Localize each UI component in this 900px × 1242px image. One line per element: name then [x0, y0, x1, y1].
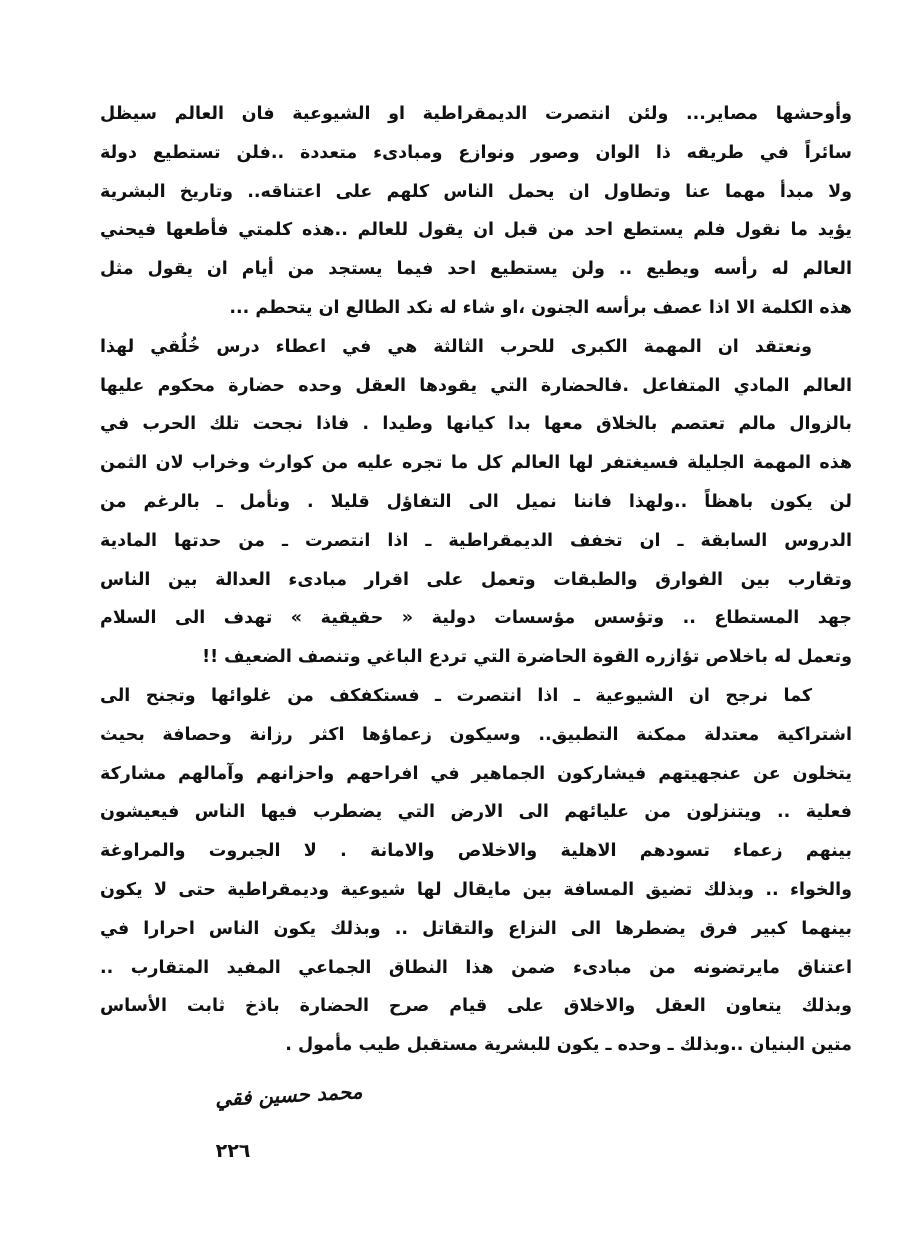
text-line: فعلية .. ويتنزلون من عليائهم الى الارض التي يضطرب فيها الناس فيعيشون — [100, 802, 852, 823]
author-signature: محمد حسين فقي — [214, 1079, 363, 1111]
text-line: سائراً في طريقه ذا الوان وصور ونوازع ومبادىء متعددة ..فلن تستطيع دولة — [100, 142, 852, 163]
text-line: كما نرجح ان الشيوعية ـ اذا انتصرت ـ فستكفكف من غلوائها وتجنح الى — [100, 685, 812, 706]
text-line: هذه الكلمة الا اذا عصف برأسه الجنون ،او شاء له نكد الطالع ان يتحطم ... — [229, 297, 852, 318]
text-line: بالزوال مالم تعتصم بالخلاق معها بدا كيانها وطيدا . فاذا نجحت تلك الحرب في — [100, 414, 852, 435]
body-text — [100, 95, 852, 1065]
text-line: الدروس السابقة ـ ان تخفف الديمقراطية ـ اذا انتصرت ـ من حدتها المادية — [100, 530, 852, 551]
text-line: وأوحشها مصاير... ولئن انتصرت الديمقراطية او الشيوعية فان العالم سيظل — [100, 104, 852, 124]
text-line: لن يكون باهظاً ..ولهذا فاننا نميل الى التفاؤل قليلا . ونأمل ـ بالرغم من — [100, 491, 852, 512]
text-line: والخواء .. وبذلك تضيق المسافة بين مايقال لها شيوعية وديمقراطية حتى لا يكون — [100, 879, 852, 900]
text-line: يؤيد ما نقول فلم يستطع احد من قبل ان يقول للعالم ..هذه كلمتي فأطعها فيحني — [100, 220, 852, 241]
text-line: اعتناق مايرتضونه من مبادىء ضمن هذا النطاق الجماعي المفيد المتقارب .. — [100, 957, 852, 978]
text-line: وتعمل له باخلاص تؤازره القوة الحاضرة التي تردع الباغي وتنصف الضعيف !! — [202, 647, 852, 668]
text-line: ولا مبدأ مهما عنا وتطاول ان يحمل الناس كلهم على اعتناقه.. وتاريخ البشرية — [100, 181, 852, 202]
text-line: بينهم زعماء تسودهم الاهلية والاخلاص والامانة . لا الجبروت والمراوغة — [100, 841, 852, 862]
text-line: وبذلك يتعاون العقل والاخلاق على قيام صرح الحضارة باذخ ثابت الأساس — [100, 996, 852, 1017]
text-line: العالم المادي المتفاعل .فالحضارة التي يقودها العقل وحده حضارة محكوم عليها — [100, 375, 852, 396]
text-line: ونعتقد ان المهمة الكبرى للحرب الثالثة هي في اعطاء درس خُلُقي لهذا — [100, 336, 812, 357]
text-line: متين البنيان ..وبذلك ـ وحده ـ يكون للبشرية مستقبل طيب مأمول . — [285, 1035, 852, 1056]
text-line: اشتراكية معتدلة ممكنة التطبيق.. وسيكون زعماؤها اكثر رزانة وحصافة بحيث — [100, 724, 852, 745]
text-line: يتخلون عن عنجهيتهم فيشاركون الجماهير في افراحهم واحزانهم وآمالهم مشاركة — [100, 763, 852, 784]
text-line: هذه المهمة الجليلة فسيغتفر لها العالم كل ما تجره عليه من كوارث وخراب لان الثمن — [100, 453, 852, 474]
text-line: جهد المستطاع .. وتؤسس مؤسسات دولية « حقيقية » تهدف الى السلام — [100, 608, 852, 629]
page-number: ٢٢٦ — [215, 1140, 251, 1162]
text-line: العالم له رأسه ويطيع .. ولن يستطيع احد فيما يستجد من أيام ان يقول مثل — [100, 259, 852, 280]
text-line: وتقارب بين الفوارق والطبقات وتعمل على اقرار مبادىء العدالة بين الناس — [100, 569, 852, 590]
text-line: بينهما كبير فرق يضطرها الى النزاع والتقاتل .. وبذلك يكون الناس احرارا في — [100, 918, 852, 939]
